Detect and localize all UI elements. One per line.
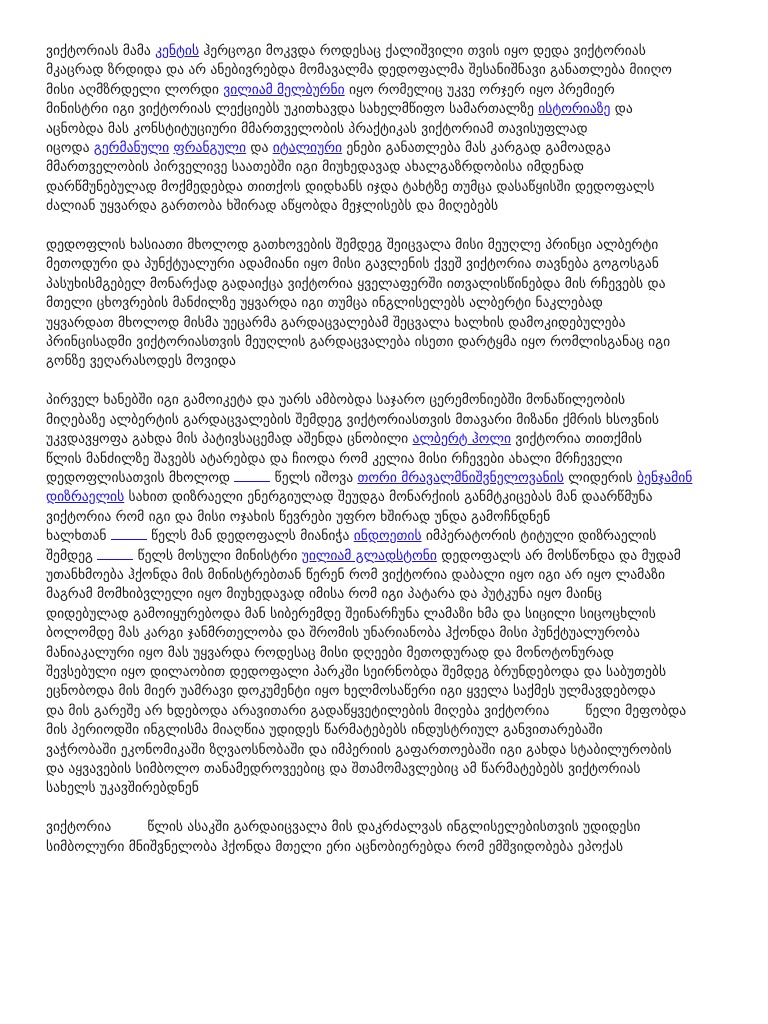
text-run: ეცნობოდა მის მიერ უამრავი დოკუმენტი იყო ხელმოსაწერი იგი ყველა საქმეს ულმავდებოდა	[46, 683, 656, 700]
text-line	[46, 333, 724, 352]
text-run: იცოდა	[46, 140, 94, 157]
text-line	[46, 197, 724, 216]
paragraph	[46, 391, 724, 799]
text-run: პრინცისადმი ვიქტორიასთვის მეუღლის გარდაცვალება ისეთი დარტყმა იყო რომლისგანაც იგი	[46, 334, 671, 351]
text-line	[46, 624, 724, 643]
text-line	[46, 275, 724, 294]
text-run: დიდებულად გამოიყურებოდა მან სიბერემდე შეინარჩუნა ლამაზი ხმა და სიცილი სიცოცხლის	[46, 605, 656, 622]
text-run: პირველ ხანებში იგი გამოიკეტა და უარს ამბობდა საჯარო ცერემონიებში მონაწილეობის	[46, 392, 626, 409]
wiki-link[interactable]: ვილიამ მელბურნი	[223, 81, 345, 98]
text-run: და	[246, 140, 273, 157]
text-run: სახით დიზრაელი ენერგიულად შეუდგა მონარქიის განმტკიცებას მან დაარწმუნა	[124, 489, 653, 506]
text-run: და მის გარეშე არ ხდებოდა არავითარი გადაწყვეტილების მიღება ვიქტორია	[46, 702, 550, 719]
text-run: წელი მეფობდა	[585, 702, 687, 719]
text-run: უთანხმოება ჰქონდა მის მინისტრებთან წერენ რომ ვიქტორია დაბალი იყო იგი არ იყო ლამაზი	[46, 566, 666, 583]
text-line	[46, 508, 724, 527]
text-line	[46, 430, 724, 449]
text-line	[46, 702, 724, 721]
text-line	[46, 255, 724, 274]
text-line	[46, 158, 724, 177]
wiki-link[interactable]: ისტორიაზე	[538, 101, 611, 118]
text-line	[46, 488, 724, 507]
wiki-link[interactable]: ალბერტ ჰოლი	[412, 431, 511, 448]
text-run: ვიქტორია თითქმის	[511, 431, 642, 448]
text-run: ძალიან უყვარდა გართობა ხშირად აწყობდა მეჯლისებს და მიღებებს	[46, 198, 499, 215]
text-run: მაგრამ მომხიბვლელი იყო მიუხედავად იმისა რომ იგი პატარა და პუტკუნა იყო მაინც	[46, 586, 602, 603]
text-line	[46, 663, 724, 682]
text-run: იმპერატორის ტიტული დიზრაელის	[421, 528, 657, 545]
text-line	[46, 314, 724, 333]
text-line	[46, 741, 724, 760]
paragraph	[46, 818, 724, 857]
text-line	[46, 236, 724, 255]
text-run: ბოლომდე მას კარგი ჯანმრთელობა და შრომის უნარიანობა ჰქონდა მისი პუნქტუალურობა	[46, 625, 640, 642]
text-run: დარწმუნებულად მოქმედებდა თითქოს დიდხანს იჯდა ტახტზე თუმცა დასაწყისში დედოფალს	[46, 178, 655, 195]
text-run: აცნობდა მას კონსტიტუციური მმართველობის პრაქტიკას ვიქტორიამ თავისუფლად	[46, 120, 588, 137]
text-line	[46, 605, 724, 624]
wiki-link[interactable]: კენტის	[155, 43, 200, 59]
text-run: დედოფლისათვის მხოლოდ	[46, 469, 235, 486]
text-run: პასუხისმგებელ მონარქად გადაიქცა ვიქტორია ყველაფერში ითვალისწინებდა მის რჩევებს და	[46, 275, 666, 292]
text-run: მიღებაზე ალბერტის გარდაცვალების შემდეგ ვიქტორიასთვის მთავარი მიზანი ქმრის ხსოვნის	[46, 411, 660, 428]
text-run: ხალხთან	[46, 528, 111, 545]
text-line	[46, 120, 724, 139]
text-run: მკაცრად ზრდიდა და არ ანებივრებდა მომავალმა დედოფალმა შესანიშნავი განათლება მიიღო	[46, 62, 672, 79]
text-line	[46, 294, 724, 313]
wiki-link[interactable]: ფრანგული	[173, 140, 247, 157]
text-run: მთელი ცხოვრების მანძილზე უყვარდა იგი თუმცა ინგლისელებს ალბერტი ნაკლებად	[46, 295, 603, 312]
missing-year-blank	[111, 527, 147, 540]
text-line	[46, 760, 724, 779]
wiki-link[interactable]: იტალიური	[272, 140, 343, 157]
text-line	[46, 139, 724, 158]
text-run: ვიქტორია	[46, 819, 112, 836]
text-line	[46, 469, 724, 488]
text-run: შემდეგ	[46, 547, 98, 564]
text-run: დედოფალს არ მოსწონდა და მუდამ	[436, 547, 681, 564]
text-run: წელს მოსული მინისტრი	[133, 547, 302, 564]
text-run: დედოფლის ხასიათი მხოლოდ გათხოვების შემდეგ შეიცვალა მისი მეუღლე პრინცი ალბერტი	[46, 237, 659, 254]
missing-year-blank	[97, 547, 133, 560]
text-line	[46, 644, 724, 663]
text-run: მისი აღმზრდელი ლორდი	[46, 81, 224, 98]
wiki-link[interactable]: გერმანული	[93, 140, 170, 157]
text-run: ვიქტორიას მამა	[46, 43, 156, 59]
text-line	[46, 81, 724, 100]
text-line	[46, 100, 724, 119]
text-run: მეთოდური და პუნქტუალური ადამიანი იყო მისი გავლენის ქვეშ ვიქტორია თავნება გოგოსგან	[46, 256, 659, 273]
text-line	[46, 450, 724, 469]
wiki-link[interactable]: ბენჯამინ	[637, 469, 693, 486]
text-run: ენები განათლება მას კარგად გამოადგა	[342, 140, 611, 157]
wiki-link[interactable]: უილიამ გლადსტონი	[301, 547, 437, 564]
text-line	[46, 585, 724, 604]
wiki-link[interactable]: თორი მრავალმნიშვნელოვანის	[357, 469, 564, 486]
text-run: წლის მანძილზე შავებს ატარებდა და ჩიოდა რომ კელია მისი რჩევები ახალი მრჩეველი	[46, 450, 623, 467]
text-line	[46, 352, 724, 371]
text-run: მინისტრი იგი ვიქტორიას ლექციებს უკითხავდა სახელმწიფო სამართალზე	[46, 101, 539, 118]
text-run: მის პერიოდში ინგლისმა მიაღწია უდიდეს წარმატებებს ინდუსტრიულ განვითარებაში	[46, 722, 603, 739]
text-run: შევსებული იყო დილაობით დედოფალი პარკში სეირნობდა შემდეგ ბრუნდებოდა და საბუთებს	[46, 663, 667, 680]
text-line	[46, 682, 724, 701]
text-line	[46, 566, 724, 585]
text-run: სახელს უკავშირებდნენ	[46, 780, 199, 797]
text-line	[46, 391, 724, 410]
text-run: იყო რომელიც უკვე ორჯერ იყო პრემიერ	[344, 81, 615, 98]
text-run: ლიდერის	[563, 469, 638, 486]
text-run: უკვდავყოფა გახდა მის პატივსაცემად აშენდა ცნობილი	[46, 431, 413, 448]
text-run: მანიაკალური იყო მას უყვარდა როდესაც მისი დღეები მეთოდურად და მონოტონურად	[46, 644, 615, 661]
text-line	[46, 838, 724, 857]
text-run: მმართველობის პირველივე საათებში იგი მიუხედავად ახალგაზრდობისა იმდენად	[46, 159, 584, 176]
text-line	[46, 42, 724, 61]
text-line	[46, 411, 724, 430]
text-run: და	[610, 101, 633, 118]
text-run: ჰერცოგი მოკვდა როდესაც ქალიშვილი თვის იყო დედა ვიქტორიას	[199, 43, 646, 59]
text-line	[46, 721, 724, 740]
wiki-link[interactable]: ინდოეთის	[353, 528, 422, 545]
text-line	[46, 547, 724, 566]
text-line	[46, 779, 724, 798]
paragraph	[46, 42, 724, 217]
text-line	[46, 527, 724, 546]
text-line	[46, 818, 724, 837]
text-run: და აყვავების სიმბოლო თანამედროვეებიც და შთამომავლებიც ამ წარმატებებს ვიქტორიას	[46, 761, 641, 777]
text-line	[46, 178, 724, 197]
text-run: ვიქტორია რომ იგი და მისი ოჯახის წევრები უფრო ხშირად უნდა გამოჩნდნენ	[46, 508, 551, 525]
text-line	[46, 61, 724, 80]
text-run: გონზე ვეღარასოდეს მოვიდა	[46, 353, 236, 370]
text-run: წელს მან დედოფალს მიანიჭა	[146, 528, 354, 545]
text-run: ვაჭრობაში ეკონომიკაში ზღვაოსნობაში და იმპერიის გაფართოებაში იგი გახდა სტაბილურობის	[46, 741, 672, 758]
text-run: უყვარდათ მხოლოდ მისმა უეცარმა გარდაცვალებამ შეცვალა ხალხის დამოკიდებულება	[46, 314, 626, 331]
missing-year-blank	[234, 469, 270, 482]
text-run: წელს იშოვა	[270, 469, 358, 486]
wiki-link[interactable]: დიზრაელის	[46, 489, 125, 506]
paragraph	[46, 236, 724, 372]
text-run: სიმბოლური მნიშვნელობა ჰქონდა მთელი ერი აცნობიერებდა რომ ემშვიდობება ეპოქას	[46, 838, 624, 855]
text-run: წლის ასაკში გარდაიცვალა მის დაკრძალვას ინგლისელებისთვის უდიდესი	[147, 819, 641, 836]
